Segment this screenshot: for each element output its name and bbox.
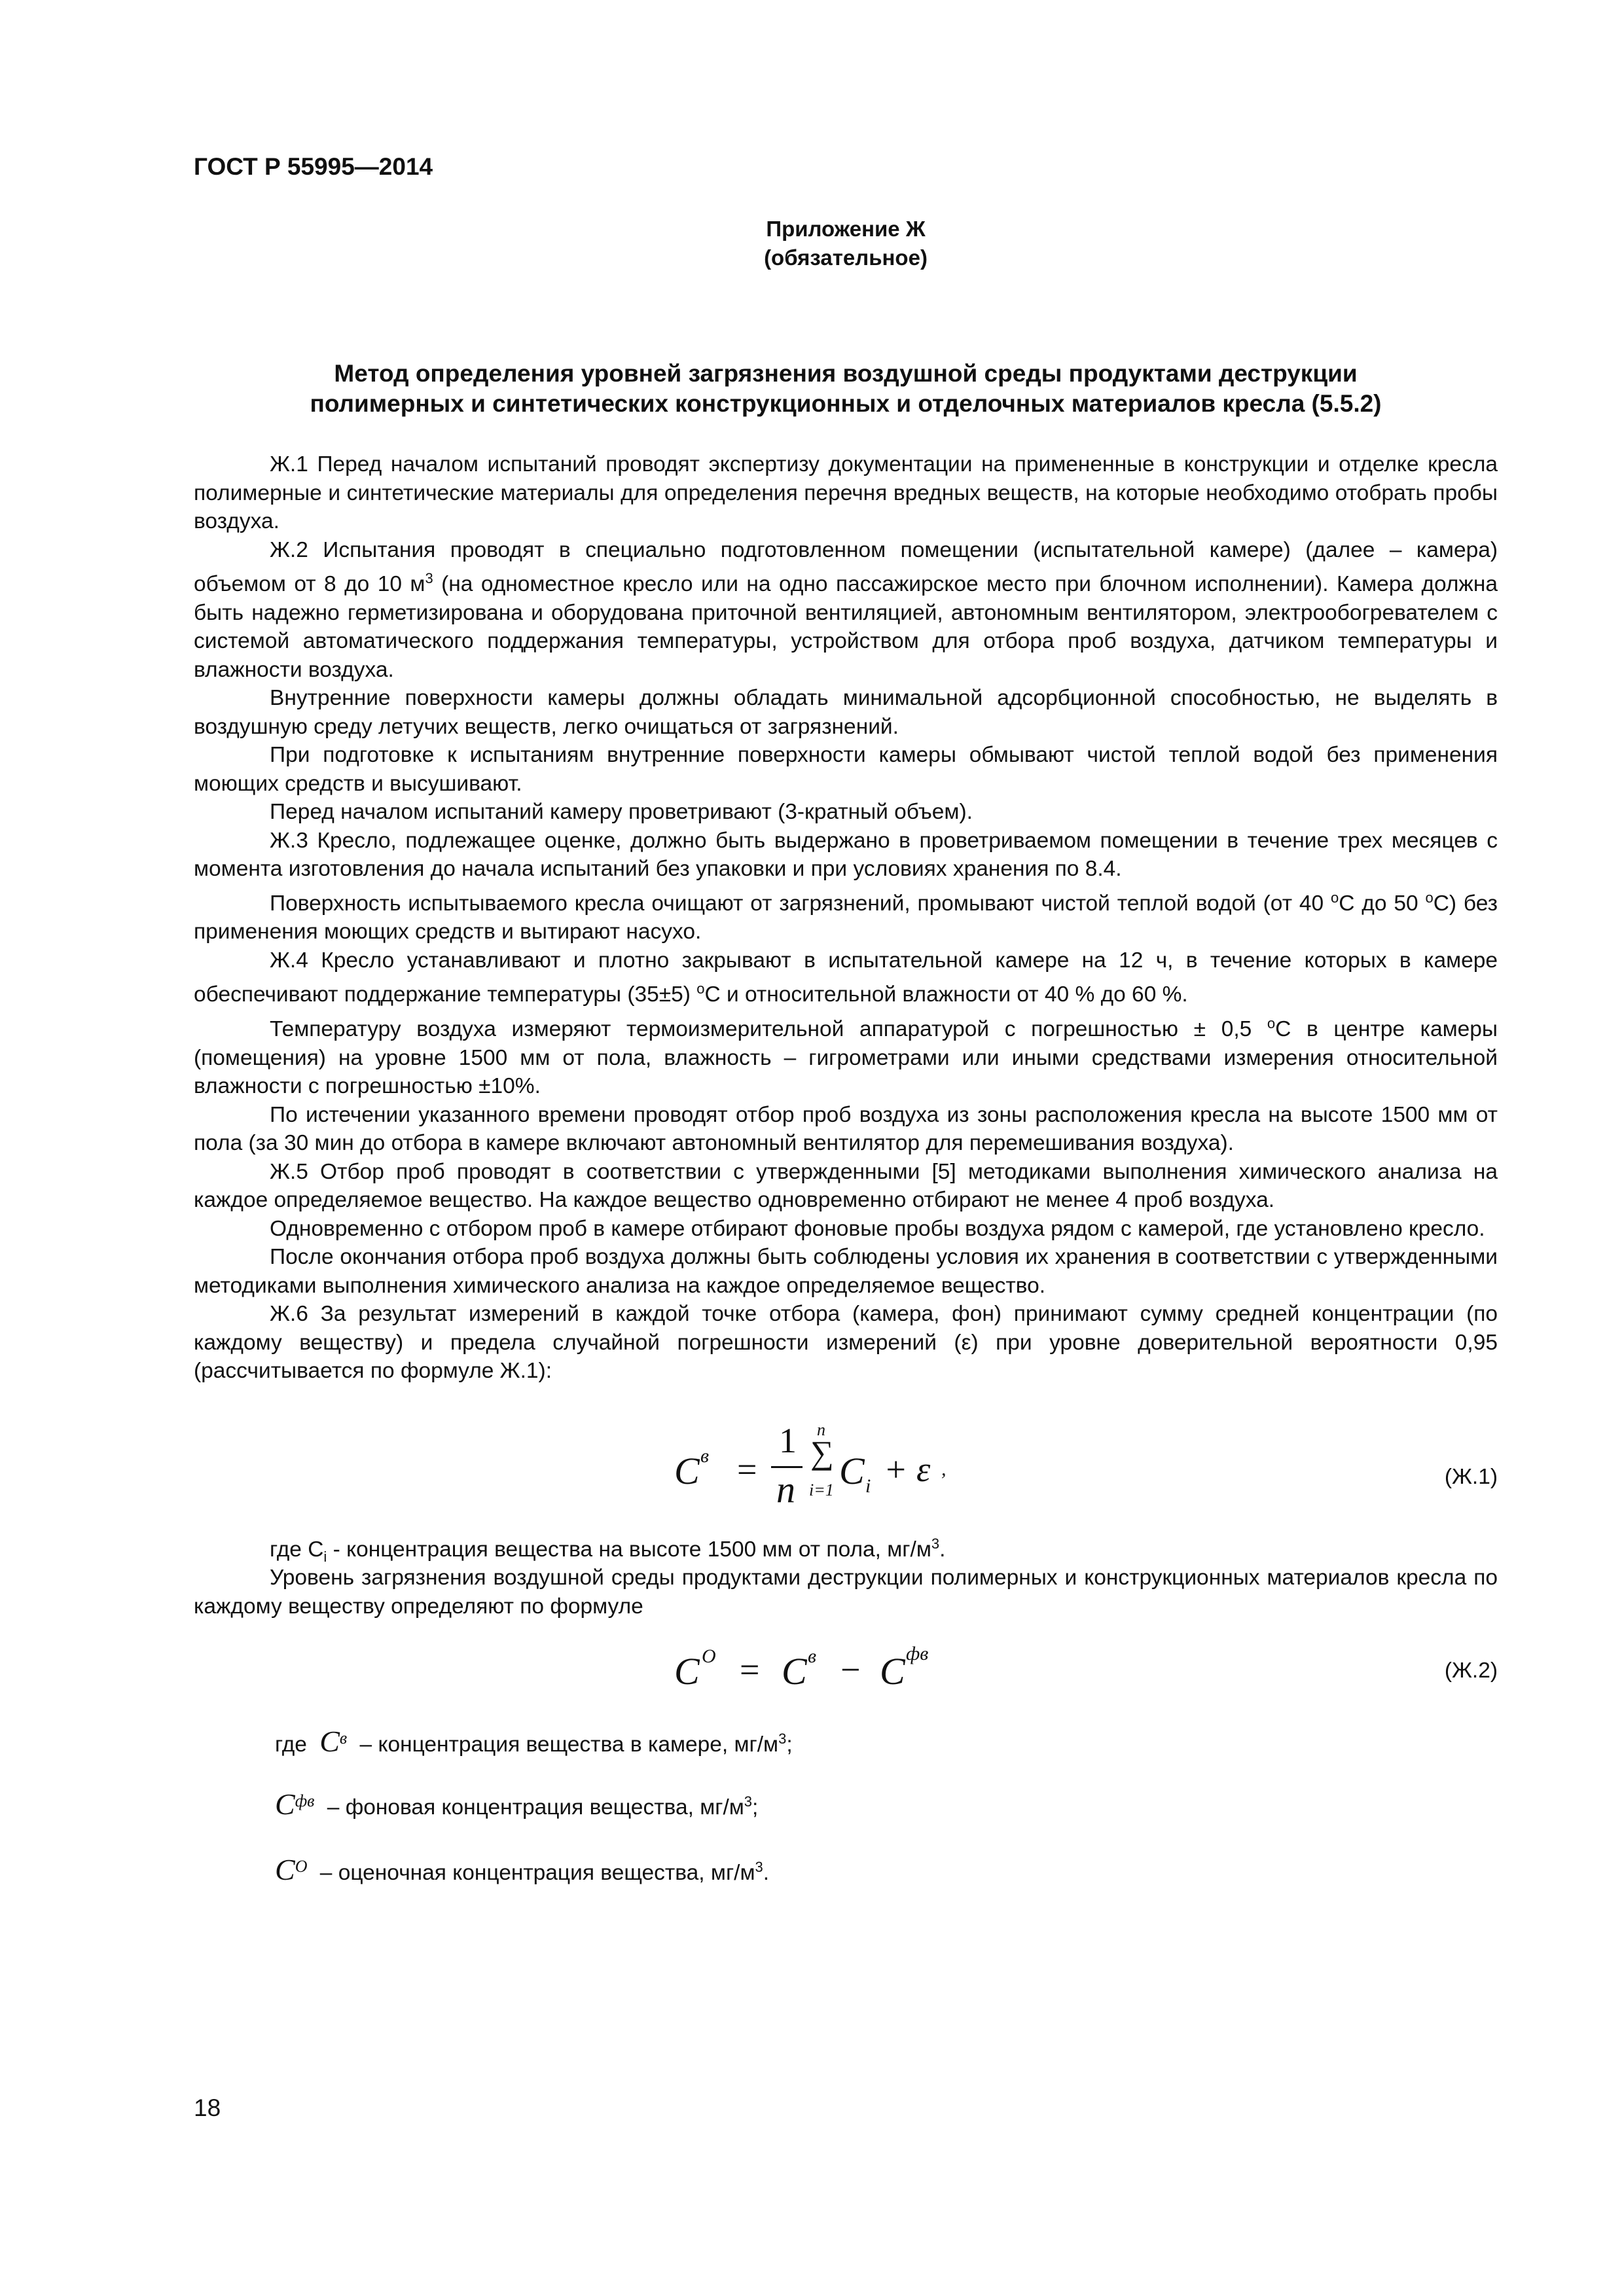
paragraph-storage: После окончания отбора проб воздуха должны быть соблюдены условия их хранения в соответствии с утвержденными методиками выполнения химического анализа на каждое определяемое вещество.: [194, 1245, 1498, 1298]
paragraph-background: Одновременно с отбором проб в камере отбирают фоновые пробы воздуха рядом с камерой, где установлено кресло.: [270, 1216, 1485, 1241]
paragraph-temperature: Температуру воздуха измеряют термоизмерительной аппаратурой с погрешностью ± 0,5 $^o$С в центре камеры (помещения) на уровне 1500 мм от пола, влажность – гигрометрами или иными средствами измерения относительной влажности с погрешностью ±10%.: [194, 1014, 1498, 1099]
formula1-lhs: C: [674, 1450, 700, 1492]
section-title: [216, 359, 1475, 419]
formula2-lhs-sup: O: [702, 1645, 716, 1667]
formula1-label: (Ж.1): [1444, 1465, 1498, 1489]
definition-c-v: где $C^в$ – концентрация вещества в камере, $мг/м^3$;: [275, 1725, 793, 1758]
formula-zh2: [674, 1643, 975, 1702]
annex-title: Приложение Ж: [766, 217, 926, 241]
paragraph-zh1: Ж.1 Перед началом испытаний проводят экспертизу документации на примененные в конструкции и отделке кресла полимерные и синтетические материалы для определения перечня вредных веществ, на которые необходимо отобрать пробы воздуха.: [194, 452, 1498, 533]
definition-c-o: $C^O$ – оценочная концентрация вещества, $мг/м^3$.: [275, 1853, 770, 1886]
formula1-term: C: [839, 1450, 865, 1492]
formula2-label: (Ж.2): [1444, 1659, 1498, 1683]
paragraph-sampling-height: По истечении указанного времени проводят отбор проб воздуха из зоны расположения кресла на высоте 1500 мм от пола (за 30 мин до отбора в камере включают автономный вентилятор для перемешивания воздуха).: [194, 1102, 1498, 1156]
formula2-equals: =: [740, 1650, 760, 1689]
paragraph-zh3: Ж.3 Кресло, подлежащее оценке, должно быть выдержано в проветриваемом помещении в течение трех месяцев с момента изготовления до начала испытаний без упаковки и при условиях хранения по 8.4.: [194, 828, 1498, 882]
annex-kind: (обязательное): [764, 245, 928, 270]
formula1-sum-symbol: ∑: [810, 1434, 834, 1471]
formula1-comma: ,: [941, 1458, 947, 1480]
paragraph-zh5: Ж.5 Отбор проб проводят в соответствии с утвержденными [5] методиками выполнения химического анализа на каждое определяемое вещество. На каждое вещество одновременно отбирают не менее 4 проб воздуха.: [194, 1159, 1498, 1213]
document-code: ГОСТ Р 55995—2014: [194, 153, 433, 180]
paragraph-preparation: При подготовке к испытаниям внутренние поверхности камеры обмывают чистой теплой водой без применения моющих средств и высушивают.: [194, 743, 1498, 796]
paragraph-zh6: Ж.6 За результат измерений в каждой точке отбора (камера, фон) принимают сумму средней концентрации (по каждому веществу) и предела случайной погрешности измерений (ε) при уровне доверительной вероятности 0,95 (рассчитывается по формуле Ж.1):: [194, 1302, 1498, 1384]
paragraph-ventilation: Перед началом испытаний камеру проветривают (3-кратный объем).: [270, 800, 973, 825]
formula1-sum-bottom: i=1: [809, 1480, 834, 1499]
formula1-equals: =: [737, 1450, 757, 1489]
formula1-plus-epsilon: + ε: [884, 1450, 931, 1489]
formula2-term2: C: [880, 1650, 905, 1693]
paragraph-zh2: Ж.2 Испытания проводят в специально подготовленном помещении (испытательной камере) (далее – камера) объемом от 8 до 10 $м^3$ (на одноместное кресло или на одно пассажирское место при блочном исполнении). Камера должна быть надежно герметизирована и оборудована приточной вентиляцией, автономным вентилятором, электрообогревателем с системой автоматического поддержания температуры, устройством для отбора проб воздуха, датчиком температуры и влажности воздуха.: [194, 537, 1498, 682]
definition-c-fv: $C^{фв}$ – фоновая концентрация вещества, $мг/м^3$;: [275, 1787, 759, 1821]
section-title-line2: полимерных и синтетических конструкционных и отделочных материалов кресла (5.5.2): [310, 390, 1382, 417]
formula1-sum-top: n: [817, 1420, 825, 1439]
paragraph-surfaces: Внутренние поверхности камеры должны обладать минимальной адсорбционной способностью, не выделять в воздушную среду летучих веществ, легко очищаться от загрязнений.: [194, 686, 1498, 739]
formula-zh1: [674, 1420, 949, 1532]
formula2-minus: −: [840, 1650, 861, 1689]
section-title-line1: Метод определения уровней загрязнения воздушной среды продуктами деструкции: [334, 360, 1358, 387]
formula1-numerator: 1: [779, 1421, 797, 1460]
formula1-where: где $C_i$ - концентрация вещества на высоте 1500 мм от пола, $мг/м^3$.: [270, 1535, 946, 1565]
formula2-term1: C: [782, 1650, 807, 1693]
body-text: [194, 450, 1498, 1386]
formula1-lhs-sup: в: [700, 1445, 710, 1467]
formula1-denominator: n: [776, 1468, 795, 1511]
formula2-lhs: C: [674, 1650, 700, 1693]
formula2-term1-sup: в: [808, 1645, 817, 1667]
paragraph-cleaning: Поверхность испытываемого кресла очищают от загрязнений, промывают чистой теплой водой (от 40 $^o$С до 50 $^o$С) без применения моющих средств и вытирают насухо.: [194, 889, 1498, 944]
paragraph-pollution-level: Уровень загрязнения воздушной среды продуктами деструкции полимерных и конструкционных материалов кресла по каждому веществу определяют по формуле: [194, 1566, 1498, 1619]
formula1-term-sub: i: [865, 1475, 871, 1497]
paragraph-zh4: Ж.4 Кресло устанавливают и плотно закрывают в испытательной камере на 12 ч, в течение которых в камере обеспечивают поддержание температуры (35±5) $^o$С и относительной влажности от 40 % до 60 %.: [194, 948, 1498, 1007]
formula2-term2-sup: фв: [906, 1643, 929, 1664]
page-number: 18: [194, 2094, 221, 2121]
